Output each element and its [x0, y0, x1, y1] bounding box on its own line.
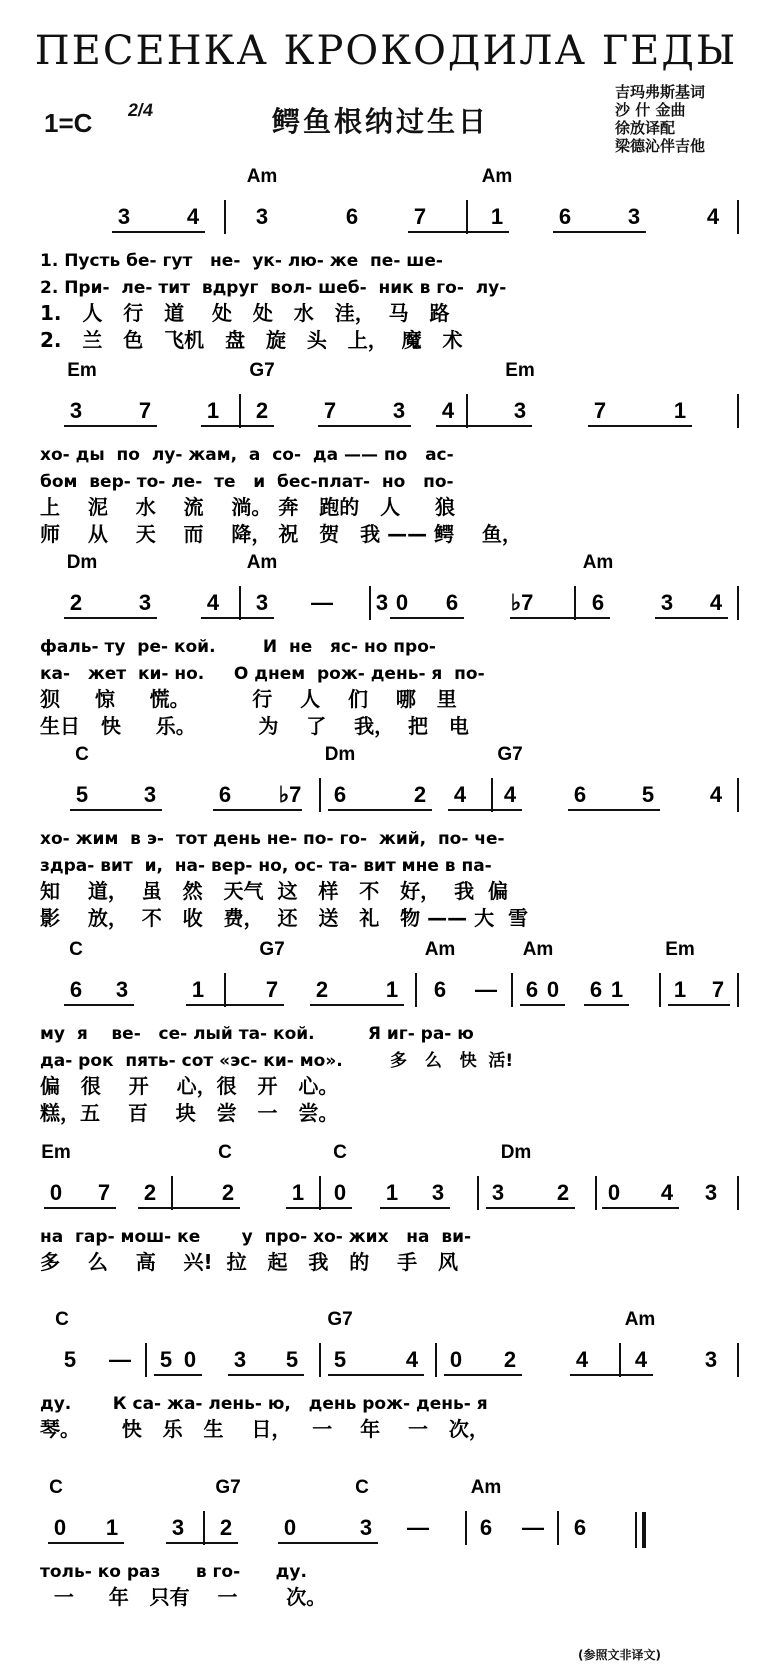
lyric-line: здра- вит и, на- вер- но, ос- та- вит мне в па- [40, 856, 492, 876]
note: 5 [63, 1347, 77, 1372]
note: 2 [503, 1347, 517, 1372]
lyric-line: 师 从 天 而 降， 祝 贺 我 —— 鳄 鱼， [40, 522, 522, 546]
chord-symbol: Em [67, 360, 97, 381]
note: 3 [491, 1180, 505, 1205]
note: 7 [265, 977, 279, 1002]
chord-symbol: Am [582, 552, 614, 573]
note: 4 [634, 1347, 648, 1372]
note: 3 [359, 1515, 373, 1540]
chord-symbol: Dm [66, 552, 98, 573]
lyric-line: 2. 兰 色 飞机 盘 旋 头 上， 魔 术 [40, 328, 463, 352]
note: 4 [575, 1347, 589, 1372]
note: 3 [233, 1347, 247, 1372]
lyric-line: на гар- мош- ке у про- хо- жих на ви- [40, 1227, 472, 1247]
chord-symbol: Am [246, 166, 278, 187]
note: 7 [711, 977, 725, 1002]
note: 1 [385, 1180, 399, 1205]
chord-symbol: C [355, 1477, 369, 1498]
lyric-line: ду. К са- жа- лень- ю, день рож- день- я [40, 1394, 488, 1414]
note: 6 [525, 977, 539, 1002]
lyric-line: 糕，五 百 块 尝 一 尝。 [40, 1101, 339, 1125]
lyric-line: 琴。 快 乐 生 日， 一 年 一 次， [40, 1417, 489, 1441]
note: 6 [591, 590, 605, 615]
lyric-line: 知 道， 虽 然 天气 这 样 不 好， 我 偏 [40, 879, 508, 903]
time-signature: 2/4 [126, 100, 155, 120]
note: ♭7 [278, 782, 302, 807]
note: 6 [479, 1515, 493, 1540]
note: 3 [117, 204, 131, 229]
lyric-line: хо- жим в э- тот день не- по- го- жий, по- че- [40, 829, 505, 849]
chord-symbol: C [55, 1309, 69, 1330]
chord-symbol: Dm [500, 1142, 532, 1163]
note: 3 [69, 398, 83, 423]
note: 1 [610, 977, 624, 1002]
key-signature: 1=C [44, 108, 93, 138]
title-russian: ПЕСЕНКА КРОКОДИЛА ГЕДЫ [34, 28, 738, 74]
chord-symbol: C [218, 1142, 232, 1163]
note: 4 [441, 398, 455, 423]
chord-symbol: Am [481, 166, 513, 187]
note: 5 [333, 1347, 347, 1372]
note: 4 [706, 204, 720, 229]
note: 2 [413, 782, 427, 807]
chord-symbol: G7 [249, 360, 275, 381]
note: 1 [191, 977, 205, 1002]
note: 7 [97, 1180, 111, 1205]
note: 4 [453, 782, 467, 807]
note: 0 [283, 1515, 297, 1540]
note: 0 [395, 590, 409, 615]
note: 6 [345, 204, 359, 229]
chord-symbol: Am [246, 552, 278, 573]
lyric-line: толь- ко раз в го- ду. [40, 1562, 307, 1582]
note: 2 [219, 1515, 233, 1540]
note: 2 [255, 398, 269, 423]
note: 3 [375, 590, 389, 615]
note: 3 [392, 398, 406, 423]
note: 2 [221, 1180, 235, 1205]
note: 6 [573, 782, 587, 807]
note: 7 [323, 398, 337, 423]
note: 1 [291, 1180, 305, 1205]
note: 6 [573, 1515, 587, 1540]
title-chinese: 鳄鱼根纳过生日 [272, 105, 490, 138]
note: 4 [503, 782, 517, 807]
note: 3 [513, 398, 527, 423]
note: 2 [315, 977, 329, 1002]
lyric-line: 影 放， 不 收 费， 还 送 礼 物 —— 大 雪 [40, 906, 528, 930]
note: — [522, 1515, 544, 1540]
note: 3 [704, 1180, 718, 1205]
note: 6 [69, 977, 83, 1002]
note: 5 [159, 1347, 173, 1372]
note: 3 [255, 204, 269, 229]
lyric-line: 狈 惊 慌。 行 人 们 哪 里 [40, 687, 457, 711]
note: 2 [556, 1180, 570, 1205]
footnote: (参照文非译文) [578, 1648, 661, 1662]
note: 3 [255, 590, 269, 615]
note: 0 [53, 1515, 67, 1540]
note: 7 [138, 398, 152, 423]
lyric-line: 多 么 高 兴! 拉 起 我 的 手 风 [40, 1250, 459, 1274]
note: 5 [641, 782, 655, 807]
note: 3 [138, 590, 152, 615]
lyric-line: 偏 很 开 心，很 开 心。 [40, 1074, 339, 1098]
chord-symbol: C [333, 1142, 347, 1163]
note: 6 [433, 977, 447, 1002]
note: 2 [69, 590, 83, 615]
note: 6 [558, 204, 572, 229]
note: 6 [589, 977, 603, 1002]
chord-symbol: Em [665, 939, 695, 960]
lyric-line: да- рок пять- сот «эс- ки- мо». 多 么 快 活! [40, 1051, 514, 1071]
note: 3 [115, 977, 129, 1002]
chord-symbol: C [75, 744, 89, 765]
note: — [407, 1515, 429, 1540]
lyric-line: 2. При- ле- тит вдруг вол- шеб- ник в го- лу- [40, 278, 507, 298]
note: 7 [413, 204, 427, 229]
credit-lyricist: 吉玛弗斯基词 [615, 83, 706, 101]
lyric-line: 1. Пусть бе- гут не- ук- лю- же пе- ше- [40, 251, 443, 271]
note: 0 [333, 1180, 347, 1205]
note: 3 [660, 590, 674, 615]
note: 4 [206, 590, 220, 615]
note: 0 [49, 1180, 63, 1205]
note: 1 [385, 977, 399, 1002]
note: 5 [285, 1347, 299, 1372]
chord-symbol: C [49, 1477, 63, 1498]
note: 4 [405, 1347, 419, 1372]
chord-symbol: Am [424, 939, 456, 960]
note: 2 [143, 1180, 157, 1205]
chord-symbol: G7 [259, 939, 285, 960]
note: 1 [673, 398, 687, 423]
note: 0 [607, 1180, 621, 1205]
credit-translator: 徐放译配 [615, 119, 676, 137]
lyric-line: 上 泥 水 流 淌。 奔 跑的 人 狼 [40, 495, 455, 519]
note: 0 [449, 1347, 463, 1372]
lyric-line: 1. 人 行 道 处 处 水 洼， 马 路 [40, 301, 450, 325]
note: 1 [105, 1515, 119, 1540]
lyric-line: ка- жет ки- но. О днем рож- день- я по- [40, 664, 485, 684]
lyric-line: му я ве- се- лый та- кой. Я иг- ра- ю [40, 1024, 474, 1044]
chord-symbol: Dm [324, 744, 356, 765]
lyric-line: бом вер- то- ле- те и бес-плат- но по- [40, 472, 454, 492]
chord-symbol: Em [505, 360, 535, 381]
note: — [109, 1347, 131, 1372]
lyric-line: хо- ды по лу- жам, а со- да —— по ас- [40, 445, 454, 465]
lyric-line: фаль- ту ре- кой. И не яс- но про- [40, 637, 436, 657]
note: 6 [333, 782, 347, 807]
note: 3 [431, 1180, 445, 1205]
note: 4 [709, 782, 723, 807]
note: 6 [218, 782, 232, 807]
note: 3 [704, 1347, 718, 1372]
note: 3 [143, 782, 157, 807]
note: ♭7 [510, 590, 534, 615]
note: 4 [660, 1180, 674, 1205]
note: 0 [546, 977, 560, 1002]
note: 4 [709, 590, 723, 615]
chord-symbol: G7 [497, 744, 523, 765]
note: 1 [206, 398, 220, 423]
note: 6 [445, 590, 459, 615]
chord-symbol: Em [41, 1142, 71, 1163]
note: 3 [171, 1515, 185, 1540]
chord-symbol: C [69, 939, 83, 960]
note: 0 [183, 1347, 197, 1372]
note: 1 [673, 977, 687, 1002]
chord-symbol: G7 [215, 1477, 241, 1498]
note: — [475, 977, 497, 1002]
lyric-line: 一 年 只有 一 次。 [40, 1585, 327, 1609]
chord-symbol: Am [624, 1309, 656, 1330]
lyric-line: 生日 快 乐。 为 了 我， 把 电 [40, 714, 469, 738]
chord-symbol: Am [470, 1477, 502, 1498]
chord-symbol: G7 [327, 1309, 353, 1330]
note: 5 [75, 782, 89, 807]
note: — [311, 590, 333, 615]
credit-guitar: 梁德沁伴吉他 [615, 137, 706, 155]
note: 4 [186, 204, 200, 229]
note: 1 [490, 204, 504, 229]
note: 7 [593, 398, 607, 423]
chord-symbol: Am [522, 939, 554, 960]
credit-composer: 沙 什 金曲 [615, 101, 686, 119]
note: 3 [627, 204, 641, 229]
